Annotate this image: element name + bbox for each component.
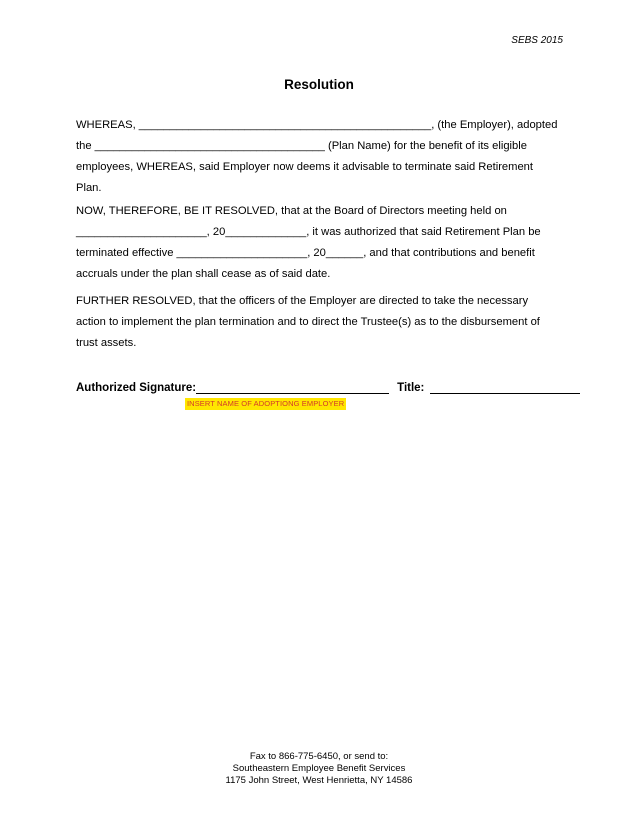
- footer-address-line: 1175 John Street, West Henrietta, NY 14586: [225, 775, 413, 786]
- paragraph-line: the _____________________________________ (Plan Name) for the benefit of its eligible: [76, 140, 527, 152]
- signature-row: [76, 382, 566, 394]
- further-resolved-paragraph: [76, 291, 566, 354]
- footer: [0, 751, 638, 787]
- whereas-paragraph: [76, 115, 566, 199]
- paragraph-line: action to implement the plan termination and to direct the Trustee(s) as to the disbursement of: [76, 316, 540, 328]
- paragraph-line: employees, WHEREAS, said Employer now deems it advisable to terminate said Retirement: [76, 161, 534, 173]
- document-code: SEBS 2015: [511, 35, 563, 46]
- title-label: Title:: [397, 382, 425, 394]
- paragraph-line: NOW, THEREFORE, BE IT RESOLVED, that at the Board of Directors meeting held on: [76, 205, 507, 217]
- title-field[interactable]: [430, 382, 580, 394]
- paragraph-line: terminated effective _____________________, 20______, and that contributions and benefit: [76, 247, 535, 259]
- paragraph-line: _____________________, 20_____________, it was authorized that said Retirement Plan be: [76, 226, 541, 238]
- paragraph-line: WHEREAS, _______________________________________________, (the Employer), adopted: [76, 119, 558, 131]
- footer-company-line: Southeastern Employee Benefit Services: [232, 763, 406, 774]
- signature-field[interactable]: [196, 382, 389, 394]
- paragraph-line: Plan.: [76, 182, 102, 194]
- paragraph-line: trust assets.: [76, 337, 137, 349]
- footer-fax-line: Fax to 866-775-6450, or send to:: [249, 751, 389, 762]
- authorized-signature-label: Authorized Signature:: [76, 382, 197, 394]
- paragraph-line: accruals under the plan shall cease as of said date.: [76, 268, 331, 280]
- highlighted-instruction-note: INSERT NAME OF ADOPTIONG EMPLOYER: [187, 399, 345, 408]
- resolved-paragraph: [76, 201, 566, 285]
- paragraph-line: FURTHER RESOLVED, that the officers of the Employer are directed to take the necessary: [76, 295, 529, 307]
- page-title: Resolution: [284, 77, 354, 92]
